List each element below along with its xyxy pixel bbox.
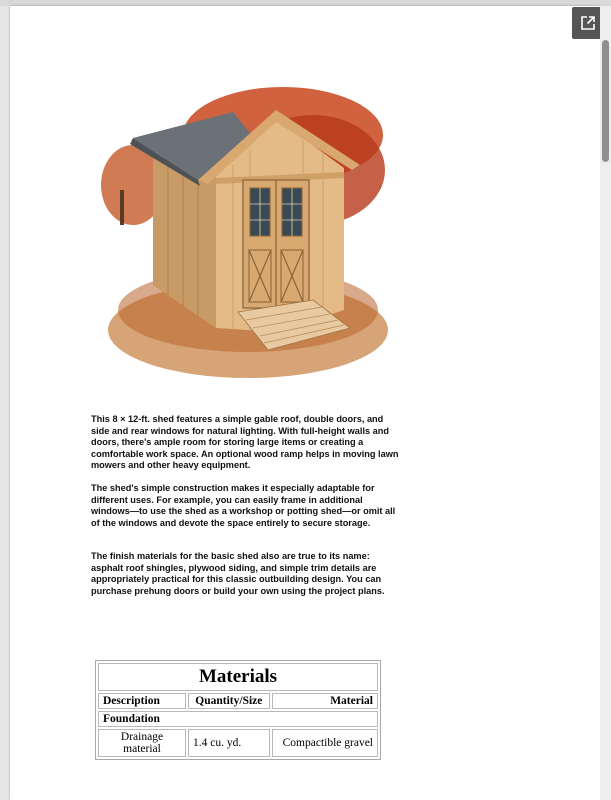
shed-illustration	[98, 80, 388, 380]
table-section-row	[98, 711, 378, 727]
column-header-quantity: Quantity/Size	[188, 693, 270, 709]
materials-table-title: Materials	[98, 663, 378, 691]
section-foundation: Foundation	[98, 711, 378, 727]
description-paragraph-1: This 8 × 12-ft. shed features a simple gable roof, double doors, and side and rear windows for natural lighting. With full-height walls and doors, there's ample room for storing large items or creating a comfortable work space. An optional wood ramp helps in moving lawn mowers and other heavy equipment.	[91, 414, 399, 471]
column-header-description: Description	[98, 693, 186, 709]
column-header-material: Material	[272, 693, 378, 709]
open-in-new-icon	[580, 15, 596, 31]
cell-description: Drainage material	[98, 729, 186, 757]
table-header-row	[98, 693, 378, 709]
cell-quantity: 1.4 cu. yd.	[188, 729, 270, 757]
table-row	[98, 729, 378, 757]
description-paragraph-3: The finish materials for the basic shed also are true to its name: asphalt roof shingles, plywood siding, and simple trim details are appropriately practical for this classic outbuilding design. You can purchase prehung doors or build your own using the project plans.	[91, 551, 385, 596]
description-paragraph-2: The shed's simple construction makes it especially adaptable for different uses. For example, you can easily frame in additional windows—to use the shed as a workshop or potting shed—or omit all of the windows and devote the space entirely to secure storage.	[91, 483, 396, 528]
cell-material: Compactible gravel	[272, 729, 378, 757]
scrollbar-thumb[interactable]	[602, 40, 609, 162]
materials-table	[95, 660, 381, 760]
table-title-row	[98, 663, 378, 691]
